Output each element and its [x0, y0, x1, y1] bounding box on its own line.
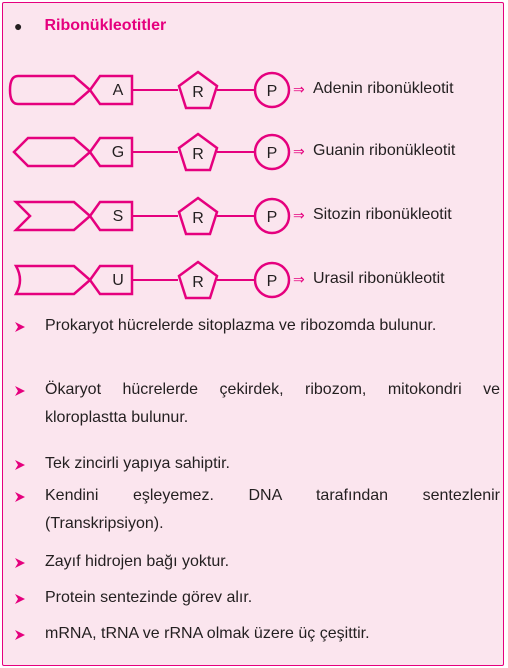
nucleotide-name: Guanin ribonükleotit — [313, 142, 456, 159]
nucleotide-diagram-uracil — [0, 258, 508, 302]
sugar-letter: R — [192, 274, 204, 291]
nucleotide-name: Adenin ribonükleotit — [313, 80, 454, 97]
right-double-arrow-icon: ⇒ — [293, 81, 305, 97]
list-item-text: Kendini eşleyemez. DNA tarafından sentezlenir (Transkripsiyon). — [45, 487, 500, 532]
nucleotide-diagram-cytosine — [0, 194, 508, 238]
sugar-letter: R — [192, 210, 204, 227]
arrowhead-bullet-icon — [14, 385, 26, 397]
uracil-ribonucleotide-svg — [0, 258, 300, 302]
arrowhead-bullet-icon — [14, 321, 26, 333]
list-item-text: Protein sentezinde görev alır. — [45, 589, 253, 606]
phosphate-letter: P — [266, 273, 278, 290]
base-letter: A — [112, 82, 124, 99]
section-title: Ribonükleotitler — [44, 17, 167, 34]
right-double-arrow-icon: ⇒ — [293, 143, 305, 159]
base-letter: U — [112, 272, 124, 289]
arrowhead-bullet-icon — [14, 491, 26, 503]
list-item-text: mRNA, tRNA ve rRNA olmak üzere üç çeşittir. — [45, 625, 370, 642]
phosphate-letter: P — [266, 145, 278, 162]
adenine-ribonucleotide-svg — [0, 68, 300, 112]
base-letter: G — [111, 144, 125, 161]
nucleotide-name: Urasil ribonükleotit — [313, 270, 445, 287]
list-item-text: Ökaryot hücrelerde çekirdek, ribozom, mitokondri ve kloroplastta bulunur. — [45, 381, 500, 426]
bullet-dot: ● — [14, 18, 23, 34]
arrowhead-bullet-icon — [14, 557, 26, 569]
right-double-arrow-icon: ⇒ — [293, 271, 305, 287]
sugar-letter: R — [192, 84, 204, 101]
base-letter: S — [112, 208, 124, 225]
phosphate-letter: P — [266, 83, 278, 100]
sugar-letter: R — [192, 146, 204, 163]
list-item-text: Prokaryot hücrelerde sitoplazma ve ribozomda bulunur. — [45, 317, 437, 334]
arrowhead-bullet-icon — [14, 593, 26, 605]
guanine-ribonucleotide-svg — [0, 130, 300, 174]
cytosine-ribonucleotide-svg — [0, 194, 300, 238]
nucleotide-name: Sitozin ribonükleotit — [313, 206, 452, 223]
list-item-text: Zayıf hidrojen bağı yoktur. — [45, 553, 230, 570]
right-double-arrow-icon: ⇒ — [293, 207, 305, 223]
arrowhead-bullet-icon — [14, 459, 26, 471]
phosphate-letter: P — [266, 209, 278, 226]
arrowhead-bullet-icon — [14, 629, 26, 641]
nucleotide-diagram-guanine — [0, 130, 508, 174]
list-item-text: Tek zincirli yapıya sahiptir. — [45, 455, 230, 472]
nucleotide-diagram-adenine — [0, 68, 508, 112]
section-heading — [14, 17, 166, 35]
